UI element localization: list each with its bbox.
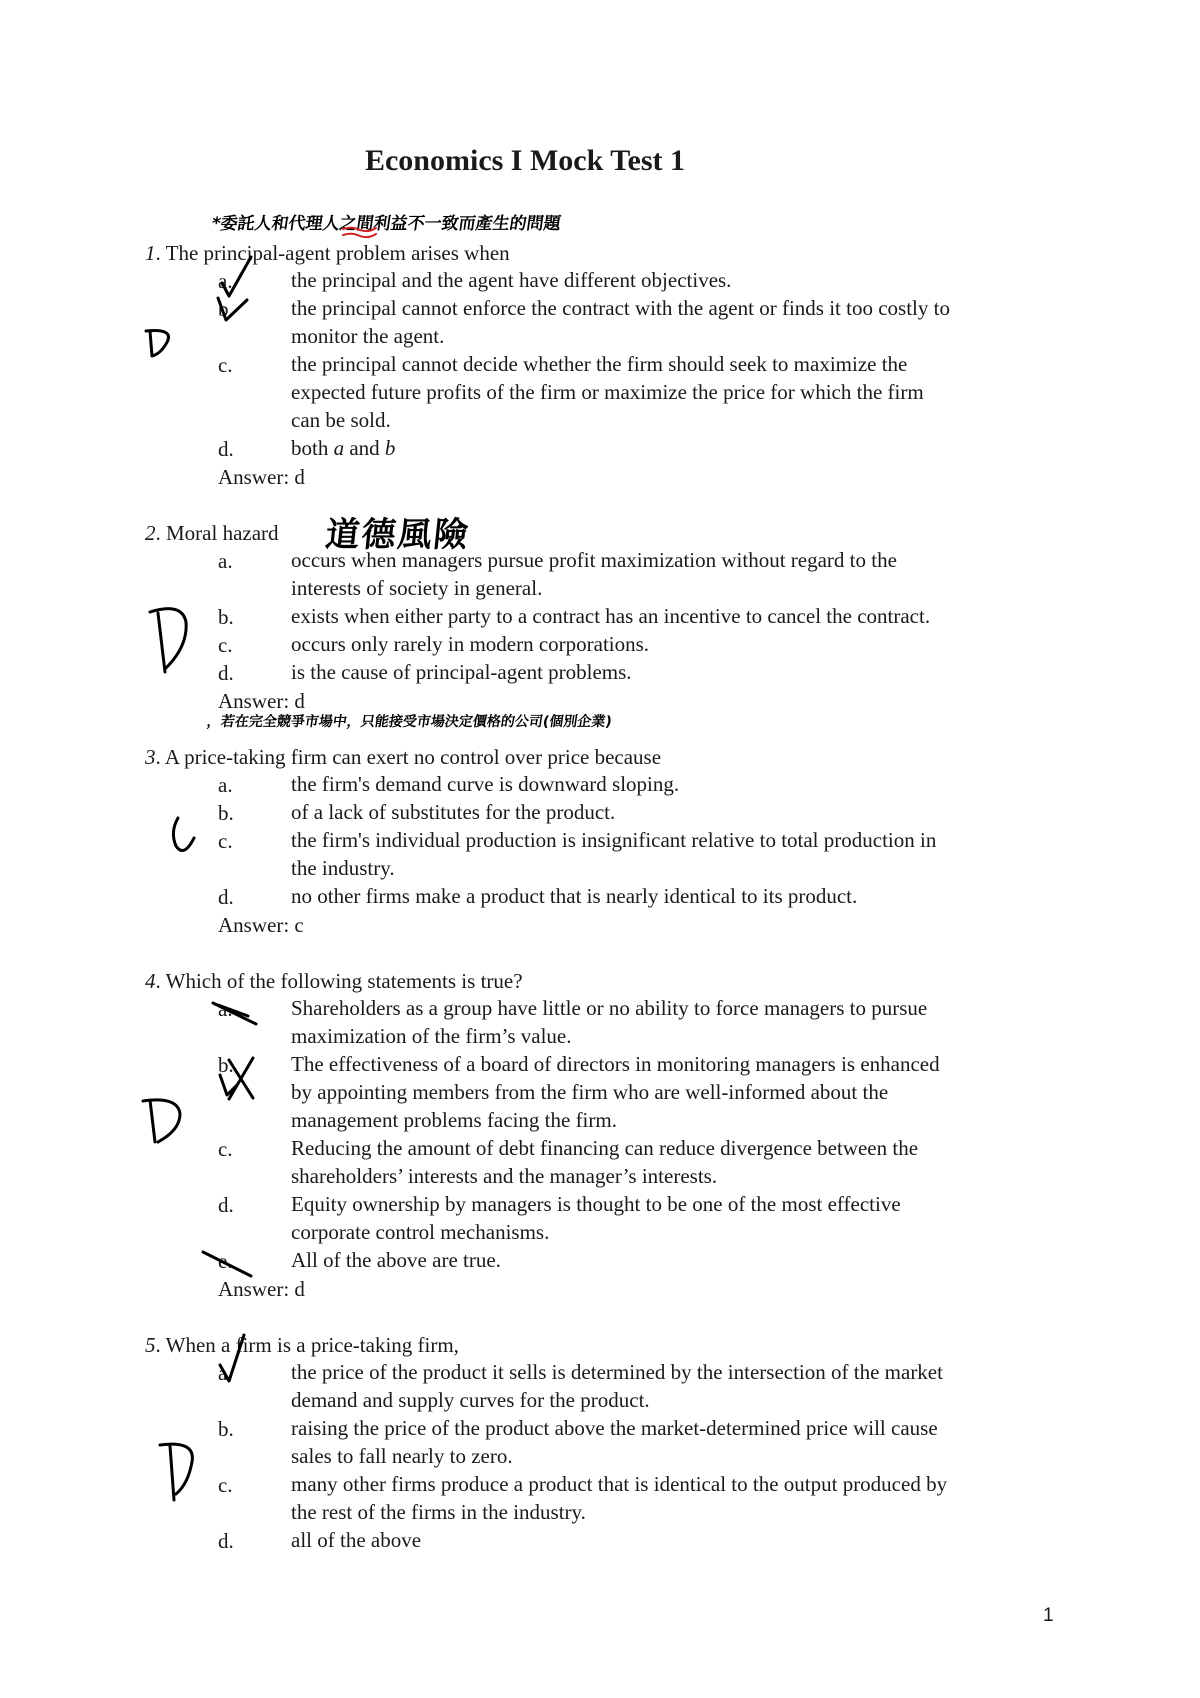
option-letter: b. [218,801,234,825]
strikethrough-icon [203,1252,251,1276]
option-text: the firm's demand curve is downward sloping. [291,772,680,796]
option-text: the firm's individual production is insignificant relative to total production in the industry. [291,828,937,880]
question-number: 3 [145,745,156,769]
handwritten-letter-d-icon [146,331,169,356]
red-underline-icon [343,234,376,237]
option-text: Equity ownership by managers is thought to be one of the most effective corporate control mechanisms. [291,1192,901,1244]
question-number: 5 [145,1333,156,1357]
option-text: the principal cannot enforce the contract with the agent or finds it too costly to monitor the agent. [291,296,950,348]
handwritten-letter-c-icon [173,818,194,851]
page-number: 1 [1043,1605,1054,1626]
option-text: no other firms make a product that is nearly identical to its product. [291,884,858,908]
question-stem: Which of the following statements is true? [165,969,523,993]
option-letter: b. [218,1053,234,1077]
handwritten-note-q1: *委託人和代理人之間利益不一致而產生的問題 [210,214,562,234]
answer-line: Answer: d [218,1277,305,1301]
question-number: 1 [145,241,156,265]
option-letter: c. [218,829,233,853]
option-text: occurs only rarely in modern corporations. [291,632,650,656]
cross-icon [229,1058,253,1099]
question-stem: A price-taking firm can exert no control over price because [164,745,662,769]
option-text: The effectiveness of a board of directors in monitoring managers is enhanced by appointing members from the firm who are well-informed about the management problems facing the firm. [291,1052,940,1132]
handwritten-note-q3: ，若在完全競爭市場中，只能接受市場決定價格的公司(個別企業) [205,714,613,730]
handwritten-note-q2: 道德風險 [323,515,472,555]
option-letter: c. [218,633,233,657]
option-text: of a lack of substitutes for the product. [291,800,616,824]
option-letter: a. [218,773,233,797]
option-text: is the cause of principal-agent problems. [291,660,632,684]
option-letter: c. [218,1137,233,1161]
option-letter: e. [218,1249,233,1273]
option-text: many other firms produce a product that is identical to the output produced by the rest of the firms in the industry. [291,1472,948,1524]
option-text: occurs when managers pursue profit maximization without regard to the interests of society in general. [291,548,897,600]
option-text: the price of the product it sells is determined by the intersection of the market demand and supply curves for the product. [291,1360,943,1412]
option-text: the principal cannot decide whether the firm should seek to maximize the expected future profits of the firm or maximize the price for which the firm can be sold. [291,352,924,432]
option-letter: d. [218,1193,234,1217]
option-letter: b. [218,605,234,629]
option-letter: b. [218,1417,234,1441]
option-letter: c. [218,1473,233,1497]
red-underline-icon [343,228,376,231]
question-number: 4 [145,969,156,993]
handwritten-letter-d-icon [160,1444,192,1500]
option-text: Reducing the amount of debt financing can reduce divergence between the shareholders’ interests and the manager’s interests. [291,1136,919,1188]
answer-line: Answer: d [218,689,305,713]
option-letter: b. [218,297,234,321]
answer-line: Answer: d [218,465,305,489]
handwritten-letter-d-icon [143,1100,180,1142]
question-stem: Moral hazard [166,521,279,545]
answer-line: Answer: c [218,913,304,937]
option-letter: d. [218,437,234,461]
handwritten-letter-d-icon [150,609,186,672]
option-letter: d. [218,661,234,685]
question-stem: When a firm is a price-taking firm, [165,1333,459,1357]
option-letter: a. [218,269,233,293]
option-text: exists when either party to a contract has an incentive to cancel the contract. [291,604,931,628]
option-letter: a. [218,1361,233,1385]
option-text: All of the above are true. [291,1248,501,1272]
option-letter: d. [218,885,234,909]
option-letter: c. [218,353,233,377]
question-stem: The principal-agent problem arises when [165,241,510,265]
option-text: Shareholders as a group have little or no ability to force managers to pursue maximization of the firm’s value. [291,996,928,1048]
page-title: Economics I Mock Test 1 [364,144,685,177]
option-text: the principal and the agent have different objectives. [291,268,732,292]
document-page: Economics I Mock Test 1 *委託人和代理人之間利益不一致而產生的問題 道德風險 ，若在完全競爭市場中，只能接受市場決定價格的公司(個別企業) 1. The principal-agent problem arises when a. the principal and the agent have different objectives. b. the principal cannot enforce the contract with the agent or finds it too costly to monitor the agent. c. the principal cannot decide whether the firm should seek to maximize the expected future profits of the firm or maximize the price for which the firm can be sold. d. both a and b Answer: d 2. Moral hazard a. occurs when managers pursue profit maximization without regard to the interests of society in general. b. exists when either party to a contract has an incentive to cancel the contract. c. occurs only rarely in modern corporations. d. is the cause of principal-agent problems. Answer: d 3. A price-taking firm can exert no control over price because a. the firm's demand curve is downward sloping. b. of a lack of substitutes for the product. c. the firm's individual production is insignificant relative to total production in the industry. d. no other firms make a product that is nearly identical to its product. Answer: c 4. Which of the following statements is true? a. Shareholders as a group have little or no ability to force managers to pursue maximization of the firm’s value. b. The effectiveness of a board of directors in monitoring managers is enhanced by appointing members from the firm who are well-informed about the management problems facing the firm. c. Reducing the amount of debt financing can reduce divergence between the shareholders’ interests and the manager’s interests. d. Equity ownership by managers is thought to be one of the most effective corporate control mechanisms. e. All of the above are true. Answer: d 5. When a firm is a price-taking firm, a. the price of the product it sells is determined by the intersection of the market demand and supply curves for the product. b. raising the price of the product above the market-determined price will cause sales to fall nearly to zero. c. many other firms produce a product that is identical to the output produced by the rest of the firms in the industry. d. all of the above 1 [0,0,1200,1698]
option-text: raising the price of the product above the market-determined price will cause sales to fall nearly to zero. [291,1416,938,1468]
checkmark-icon [218,298,247,320]
question-number: 2 [145,521,156,545]
checkmark-icon [220,1335,244,1381]
option-letter: a. [218,549,233,573]
option-letter: d. [218,1529,234,1553]
option-text: both a and b [291,436,396,460]
checkmark-icon [222,257,251,296]
option-letter: a. [218,997,233,1021]
option-text: all of the above [291,1528,422,1552]
